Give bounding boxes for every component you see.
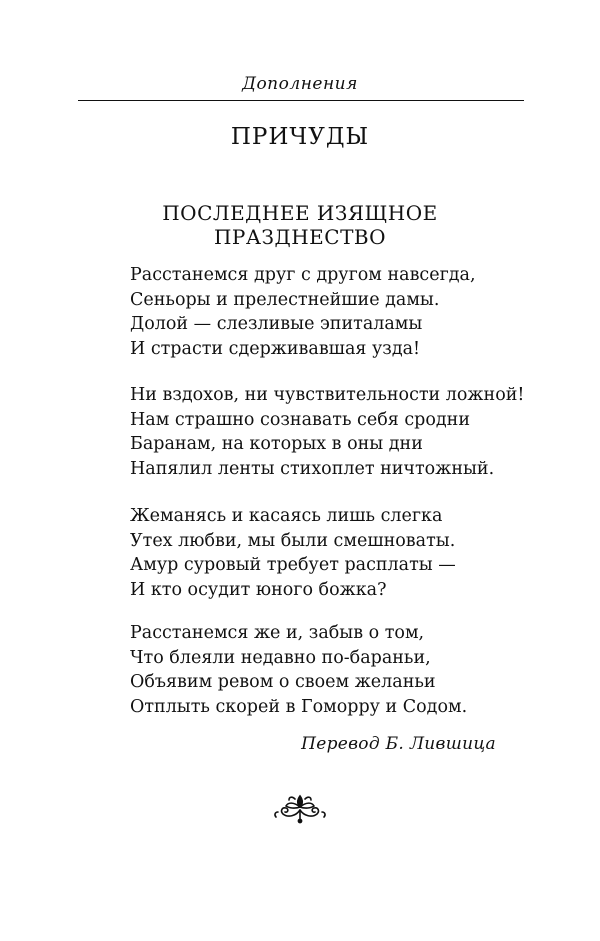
floral-ornament-icon xyxy=(270,790,330,826)
verse-line: Что блеяли недавно по-бараньи, xyxy=(130,647,431,668)
verse-line: Сеньоры и прелестнейшие дамы. xyxy=(130,289,440,310)
verse-line: Расстанемся друг с другом навсегда, xyxy=(130,265,476,285)
poem-title-line: ПРАЗДНЕСТВО xyxy=(213,225,387,249)
verse-line: Ни вздохов, ни чувствительности ложной! xyxy=(130,385,525,405)
verse-line: Отплыть скорей в Гоморру и Содом. xyxy=(130,696,468,717)
translator-attribution: Перевод Б. Лившица xyxy=(301,734,496,754)
verse-line: Амур суровый требует расплаты — xyxy=(130,555,456,576)
poem-title-line: ПОСЛЕДНЕЕ ИЗЯЩНОЕ xyxy=(162,201,438,225)
poem-title xyxy=(0,201,600,249)
stanza-4 xyxy=(130,621,467,719)
verse-line: Напялил ленты стихоплет ничтожный. xyxy=(130,458,495,479)
verse-line: И кто осудит юного божка? xyxy=(130,579,387,600)
verse-line: И страсти сдерживавшая узда! xyxy=(130,338,421,359)
header-rule xyxy=(78,100,524,101)
verse-line: Баранам, на которых в оны дни xyxy=(130,434,423,455)
verse-line: Жеманясь и касаясь лишь слегка xyxy=(130,506,443,526)
stanza-1 xyxy=(130,263,476,361)
stanza-3 xyxy=(130,504,456,602)
verse-line: Утех любви, мы были смешноваты. xyxy=(130,530,456,551)
verse-line: Нам страшно сознавать себя сродни xyxy=(130,409,470,430)
verse-line: Долой — слезливые эпиталамы xyxy=(130,314,423,335)
verse-line: Расстанемся же и, забыв о том, xyxy=(130,623,425,643)
running-head: Дополнения xyxy=(242,74,358,94)
section-title: ПРИЧУДЫ xyxy=(230,124,370,150)
verse-line: Объявим ревом о своем желаньи xyxy=(130,672,436,693)
stanza-2 xyxy=(130,383,524,481)
